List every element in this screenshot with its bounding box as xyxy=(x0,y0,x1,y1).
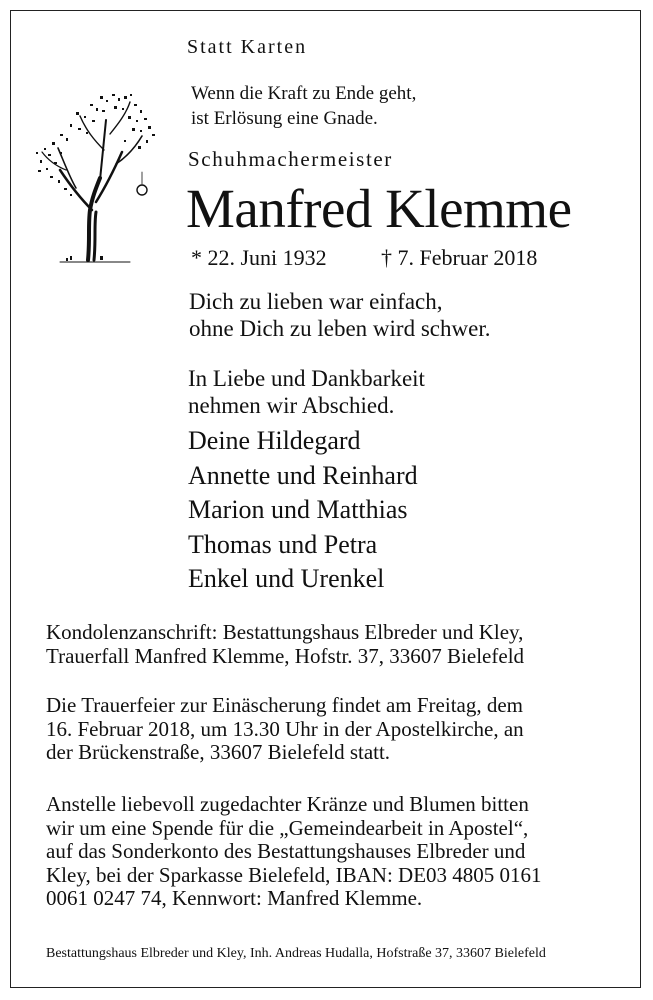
family-member: Enkel und Urenkel xyxy=(188,564,385,593)
opening-quote xyxy=(191,81,416,131)
birth-date: * 22. Juni 1932 xyxy=(191,245,327,270)
donation-line: wir um eine Spende für die „Gemeindearbeit in Apostel“, xyxy=(46,815,529,840)
family-member: Marion und Matthias xyxy=(188,495,408,524)
farewell-line: In Liebe und Dankbarkeit xyxy=(188,366,425,391)
ceremony-line: Die Trauerfeier zur Einäscherung findet am Freitag, dem xyxy=(46,693,524,717)
donation-line: Kley, bei der Sparkasse Bielefeld, IBAN: DE03 4805 0161 xyxy=(46,862,542,887)
farewell xyxy=(188,365,425,419)
deceased-title: Schuhmachermeister xyxy=(188,147,393,171)
family-list xyxy=(188,424,418,597)
tree-icon xyxy=(30,90,160,270)
statt-karten-label: Statt Karten xyxy=(187,36,308,58)
family-member: Annette und Reinhard xyxy=(188,460,418,490)
death-date: † 7. Februar 2018 xyxy=(381,245,538,270)
verse-line: Dich zu lieben war einfach, xyxy=(189,289,443,314)
deceased-name: Manfred Klemme xyxy=(186,178,572,239)
condolence-address xyxy=(46,621,524,668)
donation-line: Anstelle liebevoll zugedachter Kränze und Blumen bitten xyxy=(46,792,529,816)
funeral-home-footer: Bestattungshaus Elbreder und Kley, Inh. Andreas Hudalla, Hofstraße 37, 33607 Bielefeld xyxy=(46,946,546,961)
condolence-line: Kondolenzanschrift: Bestattungshaus Elbreder und Kley, xyxy=(46,620,524,644)
donation-line: auf das Sonderkonto des Bestattungshauses Elbreder und xyxy=(46,839,526,863)
verse-line: ohne Dich zu leben wird schwer. xyxy=(189,316,491,341)
verse xyxy=(189,288,490,342)
opening-quote-line: ist Erlösung eine Gnade. xyxy=(191,108,378,129)
ceremony-info xyxy=(46,694,524,765)
ceremony-line: der Brückenstraße, 33607 Bielefeld statt. xyxy=(46,740,391,764)
ceremony-line: 16. Februar 2018, um 13.30 Uhr in der Apostelkirche, an xyxy=(46,716,524,741)
family-member: Deine Hildegard xyxy=(188,426,361,455)
opening-quote-line: Wenn die Kraft zu Ende geht, xyxy=(191,83,417,104)
donation-line: 0061 0247 74, Kennwort: Manfred Klemme. xyxy=(46,886,423,910)
family-member: Thomas und Petra xyxy=(188,529,378,559)
condolence-line: Trauerfall Manfred Klemme, Hofstr. 37, 33607 Bielefeld xyxy=(46,643,525,668)
farewell-line: nehmen wir Abschied. xyxy=(188,393,395,418)
donation-info xyxy=(46,793,542,911)
